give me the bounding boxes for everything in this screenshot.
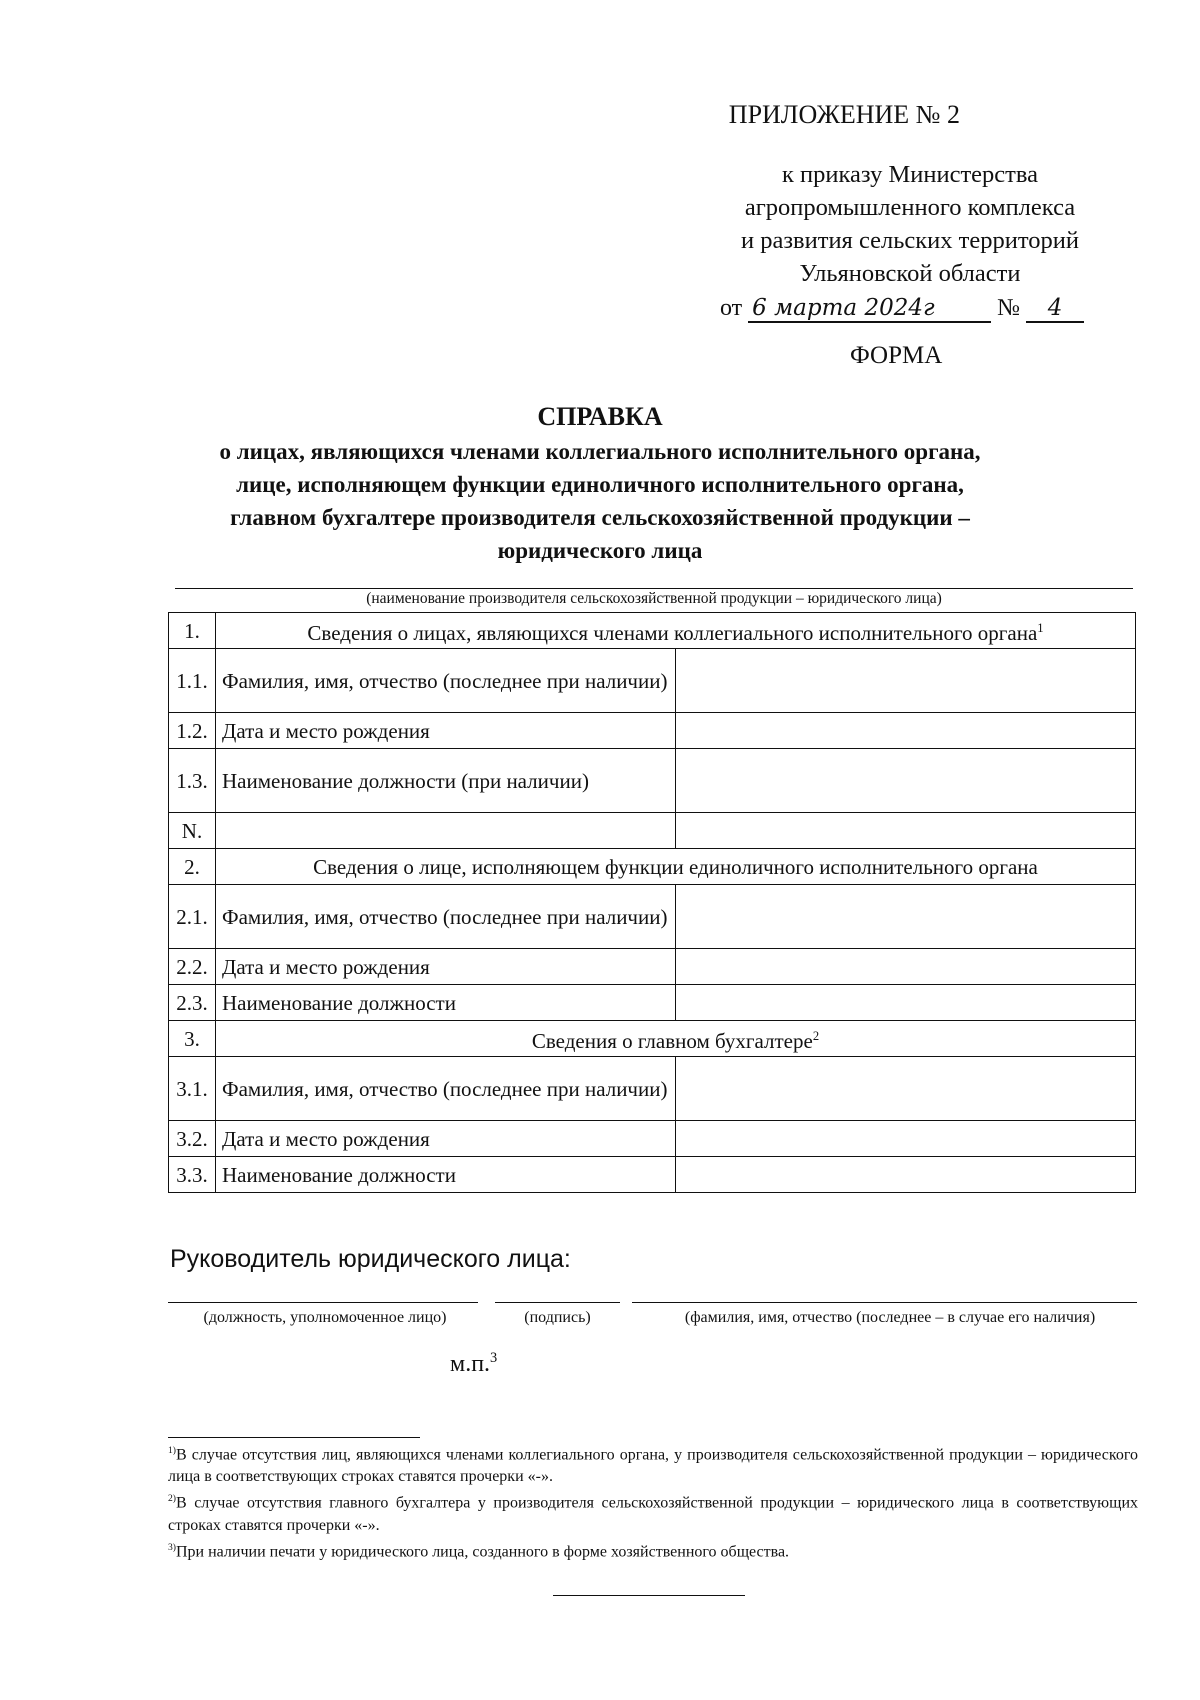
table-row bbox=[169, 649, 1136, 713]
footnote: $^{3)}$При наличии печати у юридического лица, созданного в форме хозяйственного общества. bbox=[168, 1541, 790, 1560]
row-number: 3. bbox=[169, 1021, 216, 1057]
subtitle-line: лице, исполняющем функции единоличного исполнительного органа, bbox=[236, 472, 964, 497]
order-reference bbox=[700, 158, 1120, 290]
producer-name-caption: (наименование производителя сельскохозяйственной продукции – юридического лица) bbox=[366, 590, 942, 607]
footnote: $^{2)}$В случае отсутствия главного бухгалтера у производителя сельскохозяйственной продукции – юридического лица в соответствующих строках ставятся прочерки «-». bbox=[168, 1493, 1138, 1534]
row-label: Наименование должности bbox=[216, 985, 676, 1021]
subtitle-line: о лицах, являющихся членами коллегиального исполнительного органа, bbox=[219, 439, 981, 464]
value-cell[interactable] bbox=[676, 813, 1136, 849]
document-subtitle bbox=[150, 435, 1050, 567]
row-number: 3.2. bbox=[169, 1121, 216, 1157]
table-row bbox=[169, 813, 1136, 849]
row-label: Наименование должности (при наличии) bbox=[216, 749, 676, 813]
table-row bbox=[169, 885, 1136, 949]
value-cell[interactable] bbox=[676, 1157, 1136, 1193]
row-number: 1.2. bbox=[169, 713, 216, 749]
row-label: Фамилия, имя, отчество (последнее при наличии) bbox=[216, 885, 676, 949]
order-line: к приказу Министерства bbox=[782, 161, 1038, 188]
row-number: 2.2. bbox=[169, 949, 216, 985]
document-title: СПРАВКА bbox=[537, 402, 663, 431]
order-date-line bbox=[720, 295, 1084, 323]
value-cell[interactable] bbox=[676, 713, 1136, 749]
handwritten-number: 4 bbox=[1026, 295, 1084, 323]
row-number: 1. bbox=[169, 613, 216, 649]
section-row bbox=[169, 1021, 1136, 1057]
row-label: Дата и место рождения bbox=[216, 713, 676, 749]
value-cell[interactable] bbox=[676, 949, 1136, 985]
order-line: Ульяновской области bbox=[799, 260, 1021, 287]
row-label: Наименование должности bbox=[216, 1157, 676, 1193]
value-cell[interactable] bbox=[676, 749, 1136, 813]
table-row bbox=[169, 1121, 1136, 1157]
row-number: 2.3. bbox=[169, 985, 216, 1021]
row-number: 1.1. bbox=[169, 649, 216, 713]
head-label: Руководитель юридического лица: bbox=[170, 1245, 571, 1273]
appendix-number: ПРИЛОЖЕНИЕ № 2 bbox=[728, 100, 960, 129]
row-number: N. bbox=[169, 813, 216, 849]
value-cell[interactable] bbox=[676, 1057, 1136, 1121]
section-row bbox=[169, 849, 1136, 885]
form-label: ФОРМА bbox=[850, 342, 943, 369]
signature-field[interactable] bbox=[495, 1302, 620, 1303]
row-label: Дата и место рождения bbox=[216, 949, 676, 985]
info-table bbox=[168, 612, 1136, 1193]
row-number: 2. bbox=[169, 849, 216, 885]
signature-caption: (подпись) bbox=[524, 1309, 591, 1326]
subtitle-line: юридического лица bbox=[497, 538, 703, 563]
row-label: Фамилия, имя, отчество (последнее при наличии) bbox=[216, 1057, 676, 1121]
row-label: Фамилия, имя, отчество (последнее при наличии) bbox=[216, 649, 676, 713]
full-name-caption: (фамилия, имя, отчество (последнее – в случае его наличия) bbox=[684, 1309, 1096, 1326]
stamp-place: м.п.$^3$ bbox=[450, 1350, 498, 1377]
footnotes bbox=[168, 1440, 1138, 1563]
row-label bbox=[216, 813, 676, 849]
order-line: и развития сельских территорий bbox=[741, 227, 1079, 254]
section-title: Сведения о лицах, являющихся членами коллегиального исполнительного органа$^1$ bbox=[216, 613, 1136, 649]
position-field[interactable] bbox=[168, 1302, 478, 1303]
section-title: Сведения о лице, исполняющем функции единоличного исполнительного органа bbox=[216, 849, 1136, 885]
value-cell[interactable] bbox=[676, 649, 1136, 713]
table-row bbox=[169, 749, 1136, 813]
row-label: Дата и место рождения bbox=[216, 1121, 676, 1157]
section-row bbox=[169, 613, 1136, 649]
footnote: $^{1)}$В случае отсутствия лиц, являющихся членами коллегиального органа, у производителя сельскохозяйственной продукции – юридического лица в соответствующих строках ставятся прочерки «-». bbox=[168, 1445, 1138, 1486]
table-row bbox=[169, 1057, 1136, 1121]
value-cell[interactable] bbox=[676, 985, 1136, 1021]
row-number: 3.1. bbox=[169, 1057, 216, 1121]
position-caption: (должность, уполномоченное лицо) bbox=[203, 1309, 447, 1326]
end-divider bbox=[553, 1595, 745, 1596]
date-prefix: от bbox=[720, 295, 743, 321]
section-title: Сведения о главном бухгалтере$^2$ bbox=[216, 1021, 1136, 1057]
row-number: 1.3. bbox=[169, 749, 216, 813]
number-label: № bbox=[997, 295, 1021, 321]
handwritten-date: 6 марта 2024г bbox=[748, 295, 991, 323]
order-line: агропромышленного комплекса bbox=[744, 194, 1076, 221]
table-row bbox=[169, 1157, 1136, 1193]
table-row bbox=[169, 985, 1136, 1021]
full-name-field[interactable] bbox=[632, 1302, 1137, 1303]
footnote-divider bbox=[168, 1437, 420, 1438]
value-cell[interactable] bbox=[676, 885, 1136, 949]
table-row bbox=[169, 949, 1136, 985]
subtitle-line: главном бухгалтере производителя сельскохозяйственной продукции – bbox=[230, 505, 970, 530]
producer-name-field[interactable] bbox=[175, 588, 1133, 589]
value-cell[interactable] bbox=[676, 1121, 1136, 1157]
row-number: 2.1. bbox=[169, 885, 216, 949]
row-number: 3.3. bbox=[169, 1157, 216, 1193]
table-row bbox=[169, 713, 1136, 749]
